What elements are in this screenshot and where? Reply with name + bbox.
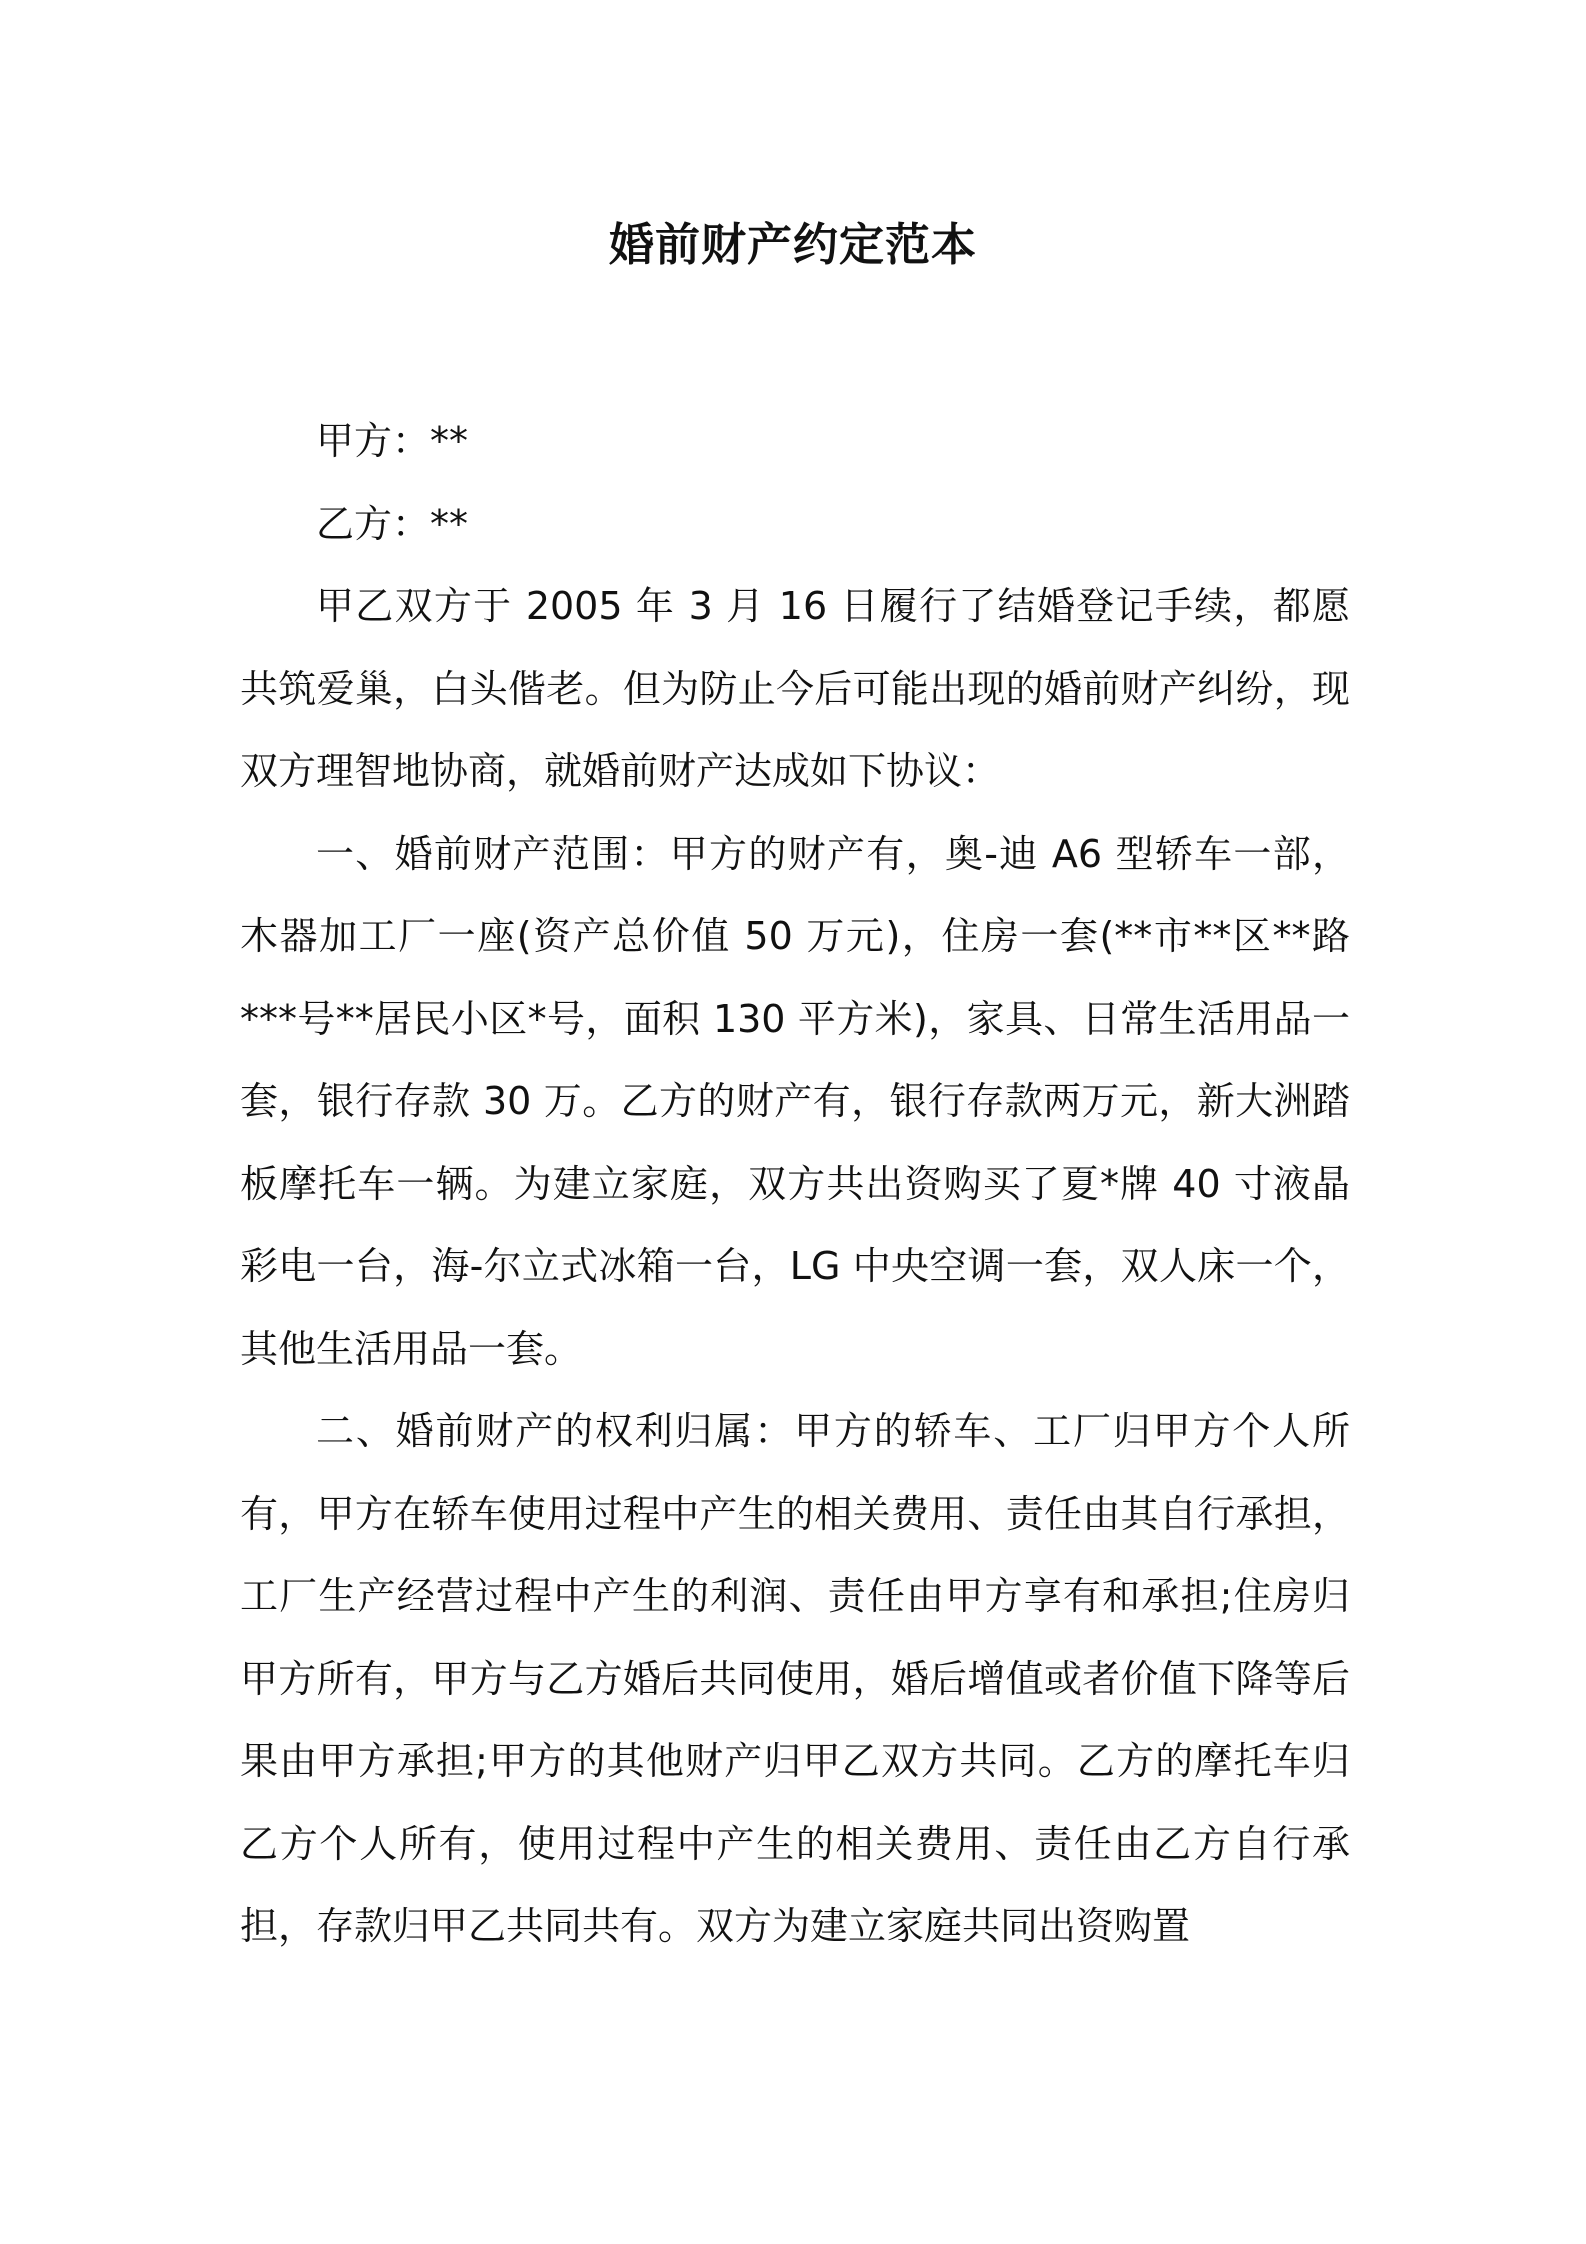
- party-b-line: 乙方：**: [316, 501, 469, 546]
- clause-2-paragraph: 二、婚前财产的权利归属：甲方的轿车、工厂归甲方个人所有，甲方在轿车使用过程中产生的相关费用、责任由其自行承担，工厂生产经营过程中产生的利润、责任由甲方享有和承担;住房归甲方所有，甲方与乙方婚后共同使用，婚后增值或者价值下降等后果由甲方承担;甲方的其他财产归甲乙双方共同。乙方的摩托车归乙方个人所有，使用过程中产生的相关费用、责任由乙方自行承担，存款归甲乙共同共有。双方为建立家庭共同出资购置: [240, 1409, 1350, 1948]
- preamble-paragraph: 甲乙双方于 2005 年 3 月 16 日履行了结婚登记手续，都愿共筑爱巢，白头偕老。但为防止今后可能出现的婚前财产纠纷，现双方理智地协商，就婚前财产达成如下协议：: [240, 584, 1350, 793]
- clause-1-paragraph: 一、婚前财产范围：甲方的财产有，奥-迪 A6 型轿车一部，木器加工厂一座(资产总价值 50 万元)，住房一套(**市**区**路***号**居民小区*号，面积 130 平方米)，家具、日常生活用品一套，银行存款 30 万。乙方的财产有，银行存款两万元，新大洲踏板摩托车一辆。为建立家庭，双方共出资购买了夏*牌 40 寸液晶彩电一台，海-尔立式冰箱一台，LG 中央空调一套，双人床一个，其他生活用品一套。: [240, 831, 1350, 1371]
- document-body: [240, 400, 1350, 1968]
- party-a-line: 甲方：**: [316, 419, 469, 463]
- document-title: 婚前财产约定范本: [608, 218, 977, 271]
